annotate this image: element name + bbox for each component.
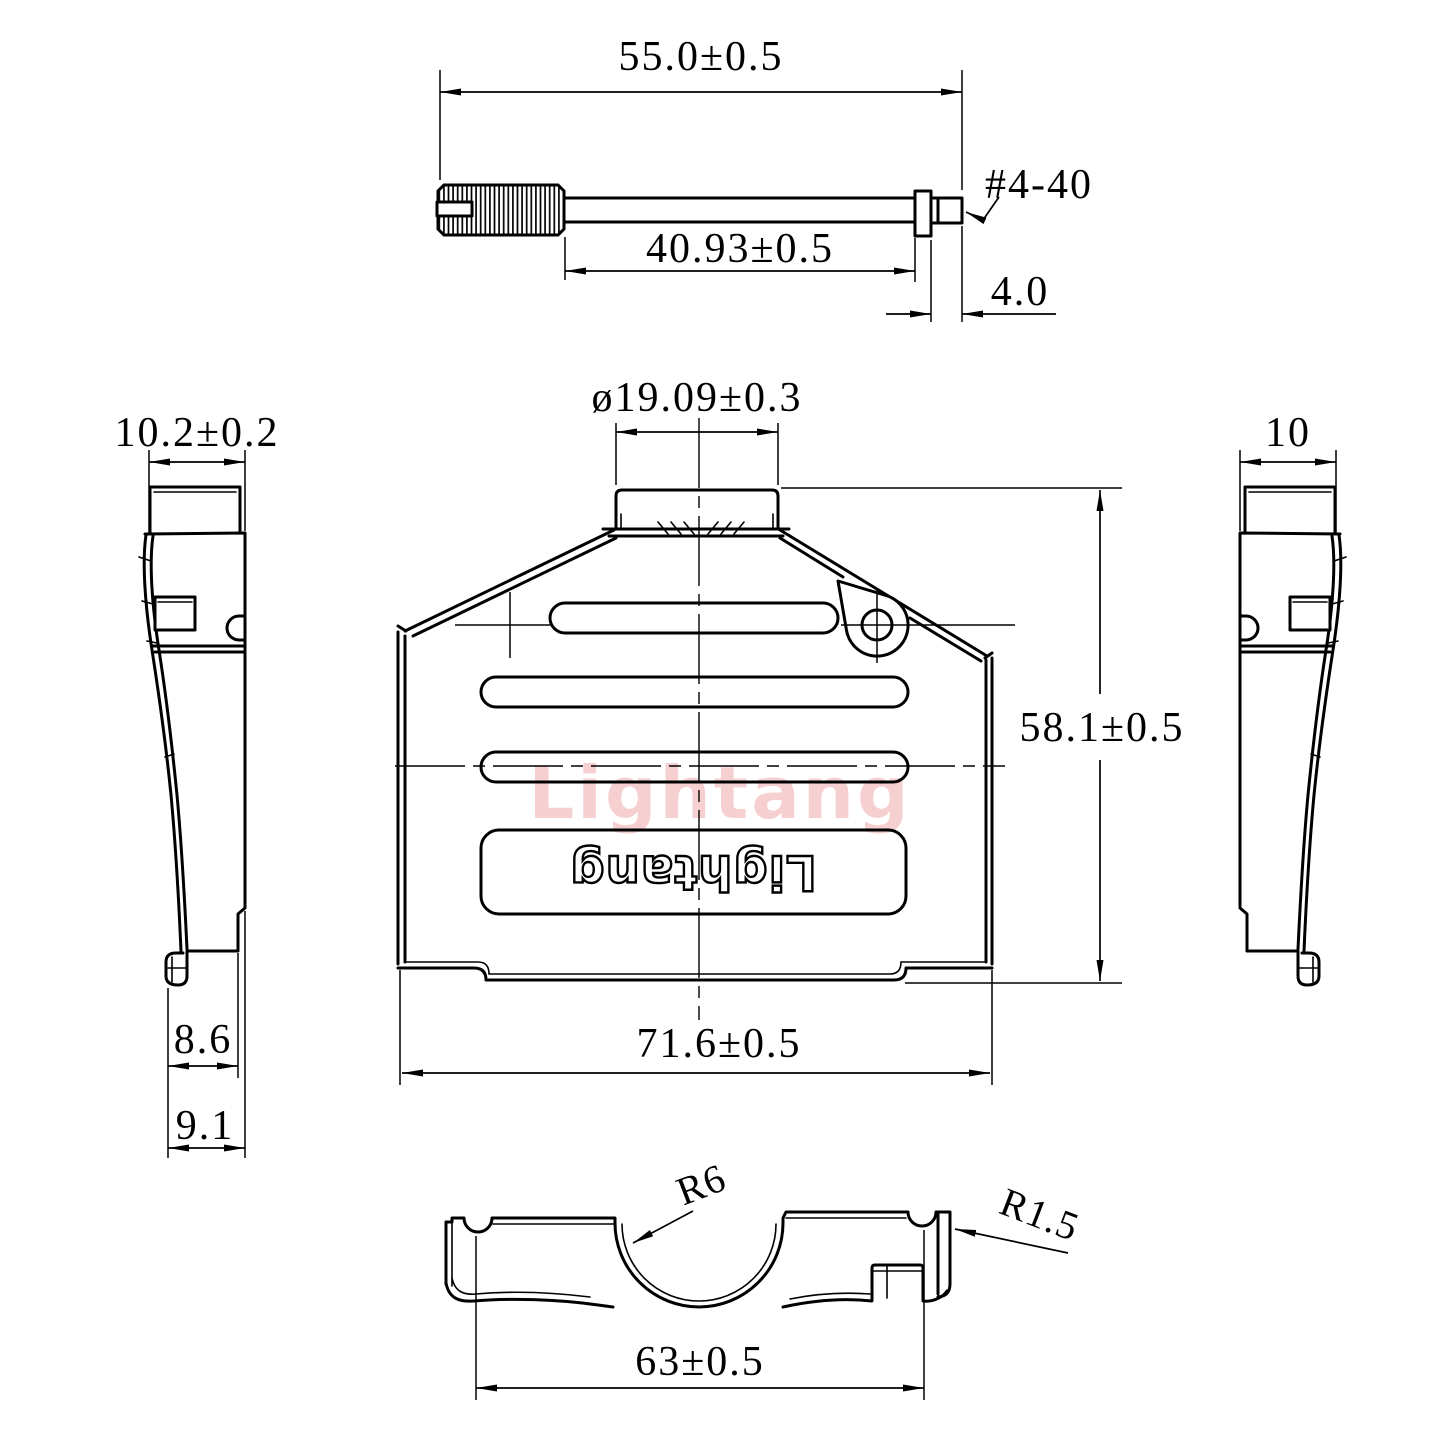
view-side-right	[1240, 410, 1346, 985]
watermark-text: Lightang	[528, 751, 912, 835]
dim-overall-length: 55.0±0.5	[618, 34, 784, 80]
engraved-logo-text: Lightang	[569, 844, 817, 900]
screw-lug	[838, 581, 908, 656]
side-profile-left	[139, 487, 245, 985]
center-cross-mark	[455, 592, 550, 658]
cable-entry	[603, 490, 789, 536]
dim-91: 9.1	[175, 1103, 235, 1149]
dim-entry-diameter: ø19.09±0.3	[591, 375, 803, 421]
dim-86: 8.6	[173, 1017, 233, 1063]
dim-cradle-radius: R6	[670, 1154, 732, 1215]
screw-head-slot	[437, 202, 472, 216]
dim-corner-radius: R1.5	[994, 1178, 1086, 1250]
dim-width: 71.6±0.5	[636, 1021, 802, 1067]
side-profile-right	[1240, 487, 1346, 985]
leader-r6	[633, 1211, 693, 1243]
view-thumbscrew	[437, 34, 1093, 322]
screw-shank	[564, 198, 915, 222]
view-side-left	[114, 410, 279, 1158]
grip-slot-2	[481, 677, 908, 707]
view-front	[395, 375, 1185, 1085]
grip-slot-1	[550, 603, 838, 633]
screw-collar	[915, 191, 931, 236]
dim-thread-length: 4.0	[990, 269, 1050, 315]
view-bottom	[446, 1155, 1086, 1400]
dim-width: 63±0.5	[635, 1339, 765, 1385]
screw-thread	[931, 198, 962, 223]
dim-thread-spec: #4-40	[985, 162, 1093, 208]
dim-top-width: 10	[1265, 410, 1311, 456]
bottom-wavy-edge-inner	[452, 1278, 870, 1299]
dim-height: 58.1±0.5	[1019, 705, 1185, 751]
hood-bottom-inner	[405, 962, 986, 974]
entry-serrations	[621, 514, 773, 534]
bottom-inner-lines	[452, 1218, 906, 1301]
dim-top-width: 10.2±0.2	[114, 410, 280, 456]
dim-shank-length: 40.93±0.5	[645, 226, 835, 272]
latch-inner-lines	[872, 1266, 923, 1298]
